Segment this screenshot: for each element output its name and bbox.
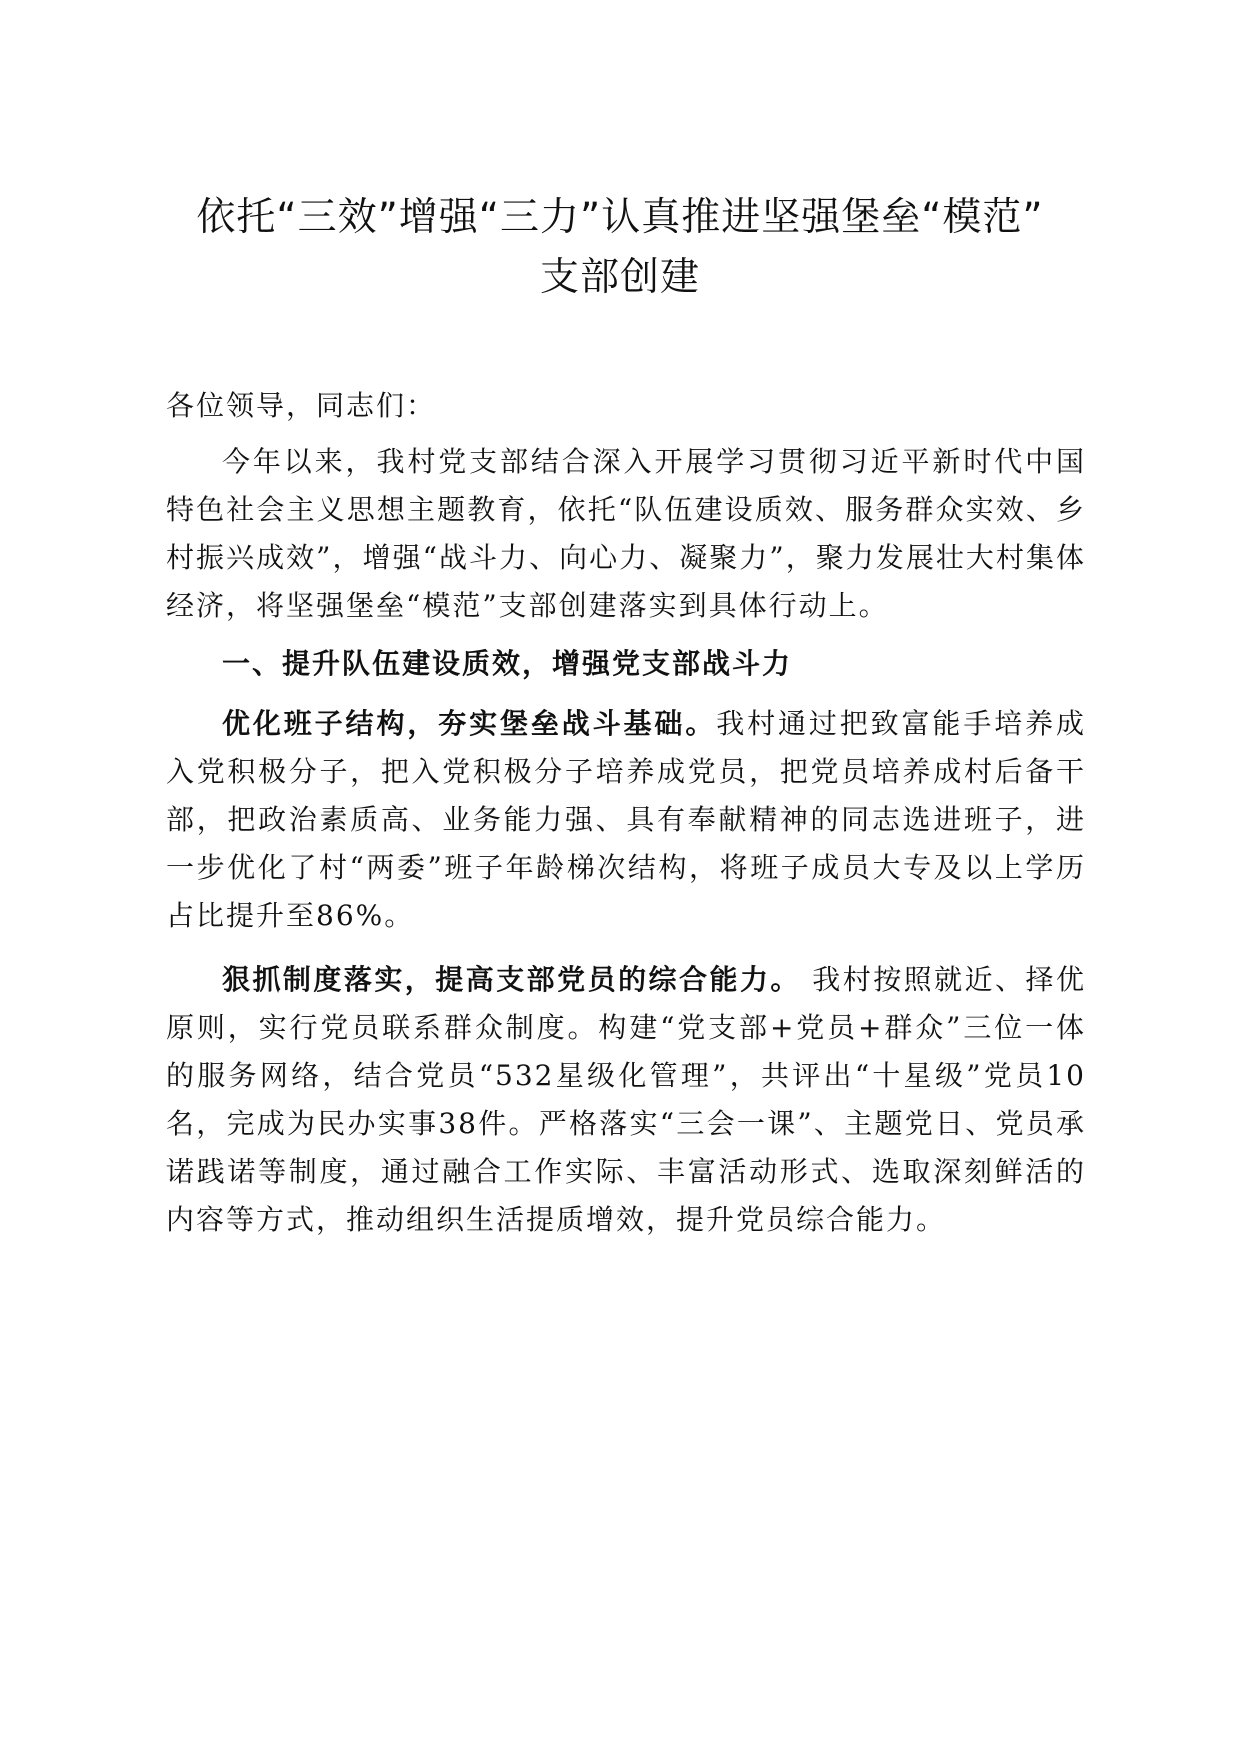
title-line-1: 依托“三效”增强“三力”认真推进坚强堡垒“模范” [196, 195, 1044, 240]
intro-paragraph: 今年以来，我村党支部结合深入开展学习贯彻习近平新时代中国特色社会主义思想主题教育，依托“队伍建设质效、服务群众实效、乡村振兴成效”，增强“战斗力、向心力、凝聚力”，聚力发展壮大村集体经济，将坚强堡垒“模范”支部创建落实到具体行动上。 [166, 445, 1086, 622]
paragraph-2-text: 我村按照就近、择优原则，实行党员联系群众制度。构建“党支部+党员+群众”三位一体的服务网络，结合党员“532星级化管理”，共评出“十星级”党员10名，完成为民办实事38件。严格落实“三会一课”、主题党日、党员承诺践诺等制度，通过融合工作实际、丰富活动形式、选取深刻鲜活的内容等方式，推动组织生活提质增效，提升党员综合能力。 [166, 963, 1086, 1236]
document-body [166, 382, 1086, 1254]
paragraph-1-text: 我村通过把致富能手培养成入党积极分子，把入党积极分子培养成党员，把党员培养成村后备干部，把政治素质高、业务能力强、具有奉献精神的同志选进班子，进一步优化了村“两委”班子年龄梯次结构，将班子成员大专及以上学历占比提升至86%。 [166, 707, 1086, 932]
document-title [150, 188, 1090, 308]
section-heading-1: 一、提升队伍建设质效，增强党支部战斗力 [222, 647, 793, 680]
paragraph-1 [166, 700, 1086, 940]
paragraph-2 [166, 956, 1086, 1244]
paragraph-2-lead: 狠抓制度落实，提高支部党员的综合能力。 [222, 963, 801, 996]
title-line-2: 支部创建 [539, 255, 700, 300]
paragraph-1-lead: 优化班子结构，夯实堡垒战斗基础。 [222, 707, 717, 740]
greeting: 各位领导，同志们： [166, 389, 437, 422]
